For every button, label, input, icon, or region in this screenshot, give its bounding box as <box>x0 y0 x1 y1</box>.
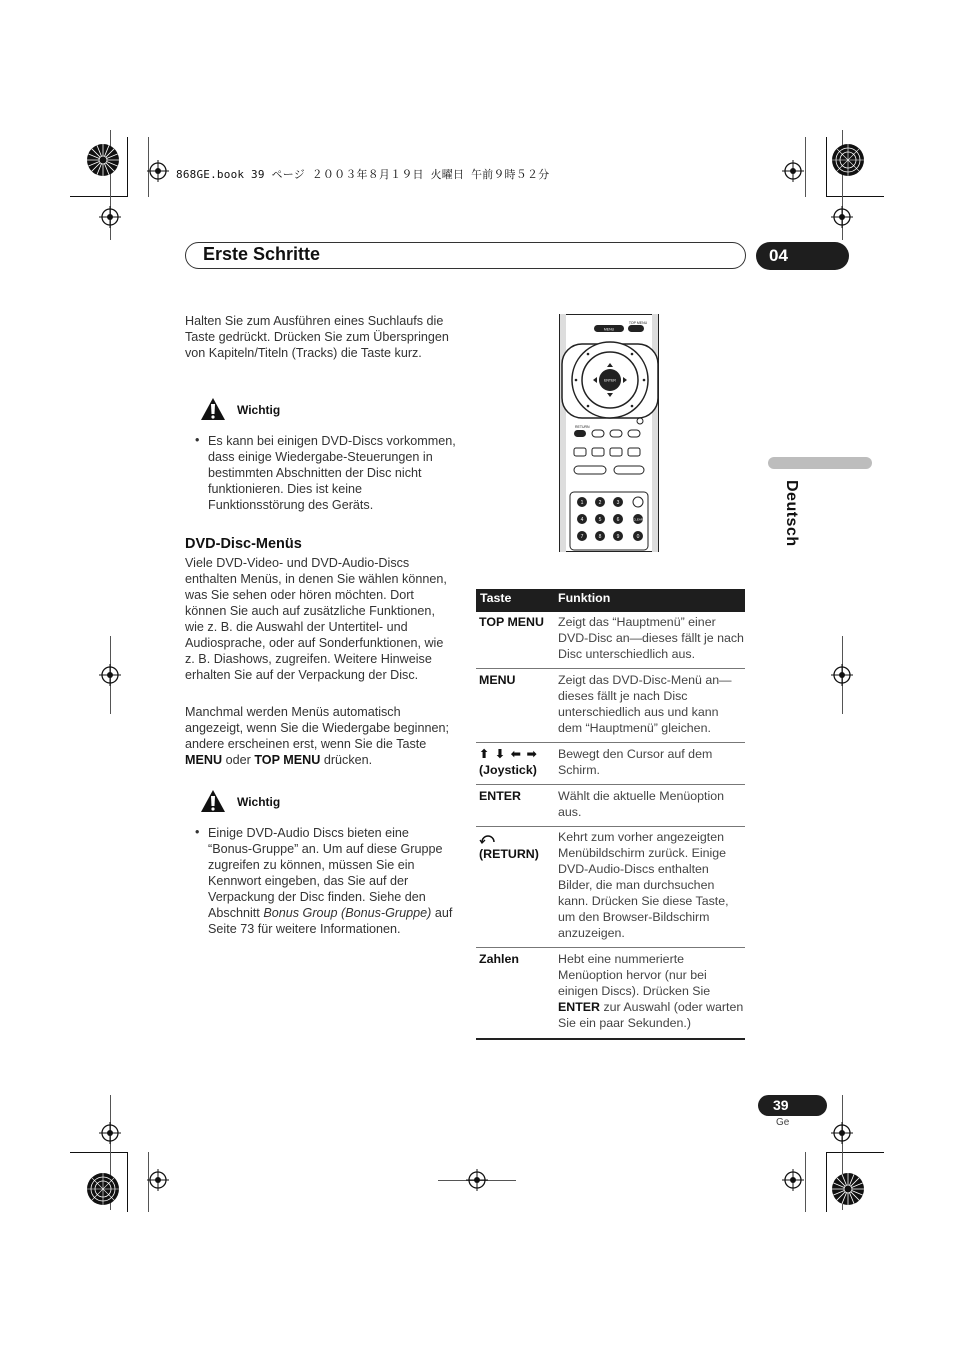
table-row-value: Zeigt das “Hauptmenü” einer DVD-Disc an—dieses fällt je nach Disc unterschiedlich aus. <box>558 615 744 661</box>
remote-enter-label: ENTER <box>604 378 616 383</box>
important-label: Wichtig <box>237 403 281 417</box>
intro-paragraph: Halten Sie zum Ausführen eines Suchlaufs die Taste gedrückt. Drücken Sie zum Überspringen von Kapiteln/Titeln (Tracks) die Taste kurz. <box>185 314 449 360</box>
remote-control-drawing <box>558 314 662 552</box>
table-row-value: Bewegt den Cursor auf dem Schirm. <box>558 747 713 777</box>
registration-rosette-icon <box>86 1172 120 1206</box>
remote-digit: 9 <box>616 534 620 540</box>
language-tab-bar <box>768 457 872 469</box>
remote-digit: 2 <box>598 500 602 506</box>
remote-top-menu-label: TOP MENU <box>628 321 648 325</box>
table-row-divider <box>476 784 745 785</box>
crosshair-mark-icon <box>831 206 853 228</box>
chapter-title: Erste Schritte <box>203 244 321 264</box>
table-row-value: Zeigt das DVD-Disc-Menü an—dieses fällt je nach Disc unterschiedlich aus und kann dem “Hauptmenü” gleichen. <box>558 673 732 735</box>
important-note-1: Es kann bei einigen DVD-Discs vorkommen, dass einige Wiedergabe-Steuerungen in bestimmten Abschnitten der Disc nicht funktionieren. Dies ist keine Funktionsstörung des Geräts. <box>208 434 456 512</box>
chapter-number-badge: 04 <box>756 242 849 270</box>
bullet-marker: • <box>195 433 200 447</box>
bullet-marker: • <box>195 825 200 839</box>
remote-digit: 3 <box>616 500 620 506</box>
remote-control-illustration <box>558 314 662 552</box>
print-info-line: 868GE.book 39 ページ ２００３年８月１９日 火曜日 午前９時５２分 <box>176 168 550 181</box>
table-header-key: Taste <box>480 591 512 605</box>
section-heading: DVD-Disc-Menüs <box>185 536 302 552</box>
page-number-badge: 39 <box>758 1095 827 1116</box>
page-language-code: Ge <box>776 1117 790 1128</box>
language-tab-label: Deutsch <box>783 480 800 547</box>
menu-key-name: MENU <box>185 753 223 767</box>
paragraph-text: oder <box>222 753 255 767</box>
table-row-key: MENU <box>479 673 516 687</box>
important-note-2 <box>208 825 456 937</box>
enter-key-name: ENTER <box>558 1000 600 1014</box>
arrow-keys-icon: ⬆ ⬇ ⬅ ➡ <box>479 747 538 761</box>
remote-digit: 8 <box>598 534 602 540</box>
remote-clear-label: CLEAR <box>632 517 644 522</box>
return-icon <box>479 832 497 844</box>
remote-digit: 0 <box>636 534 640 540</box>
remote-return-label: RETURN <box>575 425 590 429</box>
crosshair-mark-icon <box>99 664 121 686</box>
table-row-key: ENTER <box>479 789 521 803</box>
value-text: Hebt eine nummerierte Menüoption hervor (nur bei einigen Discs). Drücken Sie <box>558 952 711 998</box>
note-reference: Bonus Group (Bonus-Gruppe) <box>263 906 432 920</box>
remote-digit: 7 <box>580 534 584 540</box>
crosshair-mark-icon <box>99 1122 121 1144</box>
table-row-divider <box>476 742 745 743</box>
note-text: Einige DVD-Audio Discs bieten eine “Bonus-Gruppe” an. Um auf diese Gruppe zugreifen zu können, müssen Sie ein Kennwort eingeben, das Sie auf der Verpackung der Disc finden. Siehe den Abschnitt <box>208 826 443 920</box>
registration-rosette-icon <box>831 143 865 177</box>
crosshair-mark-icon <box>782 160 804 182</box>
table-row-key: (RETURN) <box>479 847 539 861</box>
table-row-key: (Joystick) <box>479 763 537 777</box>
warning-hand-icon <box>200 789 226 813</box>
crosshair-mark-icon <box>782 1169 804 1191</box>
registration-rosette-icon <box>831 1172 865 1206</box>
paragraph-text: drücken. <box>320 753 373 767</box>
important-label: Wichtig <box>237 795 281 809</box>
table-row-value: Kehrt zum vorher angezeigten Menübildschirm zurück. Einige DVD-Audio-Discs enthalten Bilder, die man durchsuchen kann. Drücken Sie diese Taste, um den Browser-Bildschirm anzuzeigen. <box>558 830 729 940</box>
paragraph-text: Manchmal werden Menüs automatisch angezeigt, wenn Sie die Wiedergabe beginnen; andere erscheinen erst, wenn Sie die Taste <box>185 705 449 751</box>
remote-menu-label: MENU <box>603 327 615 332</box>
registration-rosette-icon <box>86 143 120 177</box>
note-text: auf Seite 73 für weitere Informationen. <box>208 906 453 936</box>
crosshair-mark-icon <box>831 1122 853 1144</box>
table-row-divider <box>476 947 745 948</box>
table-row-value: Wählt die aktuelle Menüoption aus. <box>558 789 724 819</box>
crosshair-mark-icon <box>147 160 169 182</box>
remote-digit: 4 <box>580 517 584 523</box>
crosshair-mark-icon <box>147 1169 169 1191</box>
crosshair-mark-icon <box>466 1169 488 1191</box>
table-row-value <box>558 951 744 1031</box>
section-paragraph-1: Viele DVD-Video- und DVD-Audio-Discs enthalten Menüs, in denen Sie wählen können, was Sie sehen oder hören möchten. Dort können Sie auch auf zusätzliche Funktionen, wie z. B. die Auswahl der Untertitel- und Audiosprache, oder auf Sonderfunktionen, wie z. B. Diashows, zugreifen. Weitere Hinweise erhalten Sie auf der Verpackung der Disc. <box>185 556 447 682</box>
remote-digit: 5 <box>598 517 602 523</box>
warning-hand-icon <box>200 397 226 421</box>
crosshair-mark-icon <box>99 206 121 228</box>
table-row-divider <box>476 668 745 669</box>
table-header-function: Funktion <box>558 591 611 605</box>
section-paragraph-2 <box>185 704 455 768</box>
table-row-divider <box>476 826 745 827</box>
remote-digit: 1 <box>580 500 584 506</box>
table-header <box>476 589 745 612</box>
table-row-key: TOP MENU <box>479 615 544 629</box>
top-menu-key-name: TOP MENU <box>254 753 321 767</box>
table-bottom-rule <box>476 1038 745 1040</box>
crosshair-mark-icon <box>831 664 853 686</box>
remote-digit: 6 <box>616 517 620 523</box>
value-text: zur Auswahl (oder warten Sie ein paar Sekunden.) <box>558 1000 744 1030</box>
table-row-key: Zahlen <box>479 952 519 966</box>
